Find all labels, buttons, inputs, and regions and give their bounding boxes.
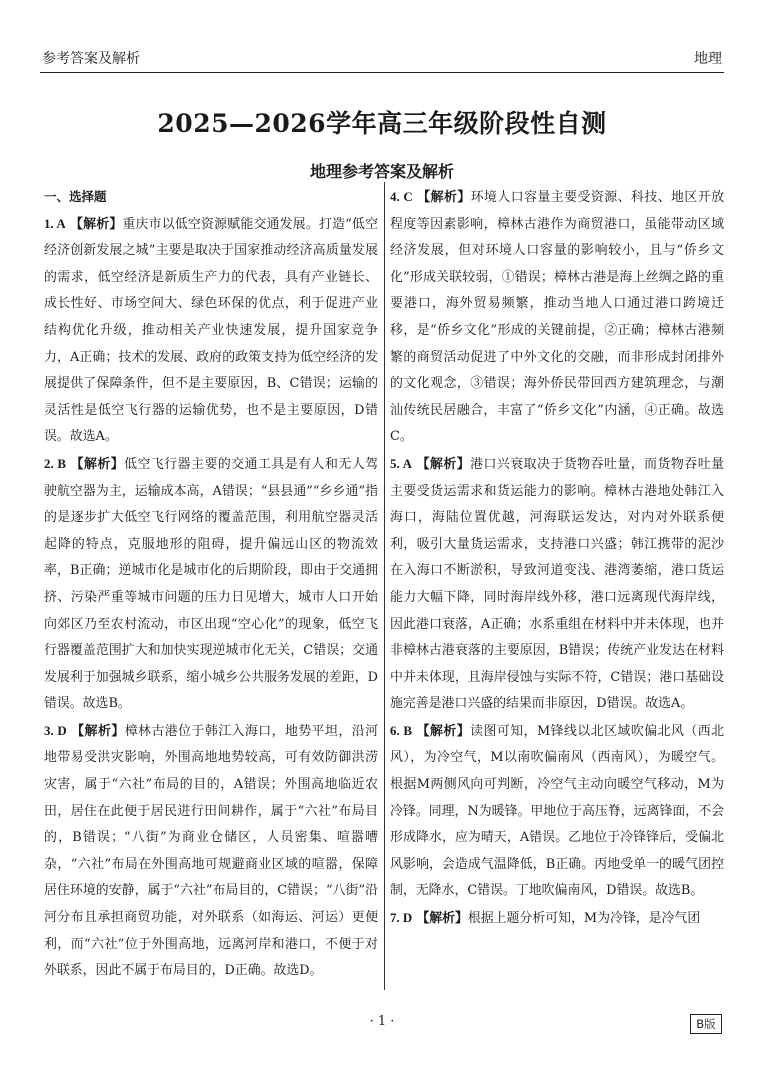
answer-number: 5. A — [390, 456, 412, 471]
answer-text: 读图可知，M锋线以北区域吹偏北风（西北风），为冷空气，M以南吹偏南风（西南风），为暖空气。根据M两侧风向可判断，冷空气主动向暖空气移动，M为冷锋。同理，N为暖锋。甲地位于高压脊，远离锋面，不会形成降水，应为晴天，A错误。乙地位于冷锋锋后，受偏北风影响，会造成气温降低，B正确。丙地受单一的暖气团控制，无降水，C错误。丁地吹偏南风，D错误。故选B。 — [390, 723, 725, 899]
header-left-label: 参考答案及解析 — [42, 51, 140, 67]
page-number: · 1 · — [369, 1014, 395, 1029]
answer-text: 港口兴衰取决于货物吞吐量，而货物吞吐量主要受货运需求和货运能力的影响。樟林古港地处韩江入海口，海陆位置优越，河海联运发达，对内对外联系便利，吸引大量货运需求，支持港口兴盛；韩江携带的泥沙在入海口不断淤积，导致河道变浅、港湾萎缩，港口货运能力大幅下降，同时海岸线外移，港口远离现代海岸线，因此港口衰落，A正确；水系重组在材料中并未体现，也并非樟林古港衰落的主要原因，B错误；传统产业发达在材料中并未体现，且海岸侵蚀与实际不符，C错误；港口基础设施完善是港口兴盛的结果而非原因，D错误。故选A。 — [390, 456, 724, 712]
answer-text: 环境人口容量主要受资源、科技、地区开放程度等因素影响，樟林古港作为商贸港口，虽能带动区域经济发展，但对环境人口容量的影响较小，且与“侨乡文化”形成关联较弱，①错误；樟林古港是海上丝绸之路的重要港口，海外贸易频繁，推动当地人口通过港口跨境迁移，是“侨乡文化”形成的关键前提，②正确；樟林古港频繁的商贸活动促进了中外文化的交融，而非形成封闭排外的文化观念，③错误；海外侨民带回西方建筑理念，与潮汕传统民居融合，丰富了“侨乡文化”内涵，④正确。故选C。 — [390, 190, 725, 445]
answer-text: 低空飞行器主要的交通工具是有人和无人驾驶航空器为主，运输成本高，A错误；“县县通”“乡乡通”指的是逐步扩大低空飞行网络的覆盖范围，利用航空器灵活起降的特点，克服地形的阻碍，提升偏远山区的物流效率，B正确；逆城市化是城市化的后期阶段，即由于交通拥挤、污染严重等城市问题的压力日见增大，城市人口开始向郊区乃至农村流动，市区出现“空心化”的现象，低空飞行器覆盖范围扩大和加快实现逆城市化无关，C错误；交通发展利于加强城乡联系，缩小城乡公共服务发展的差距，D错误。故选B。 — [44, 456, 378, 712]
analysis-tag: 【解析】 — [416, 456, 471, 472]
column-divider — [384, 182, 385, 990]
answer-item-1 — [44, 211, 378, 451]
left-column — [44, 184, 378, 985]
version-badge: B版 — [690, 1014, 722, 1034]
answer-number: 2. B — [44, 456, 66, 471]
analysis-tag: 【解析】 — [416, 911, 468, 927]
answer-number: 4. C — [390, 190, 413, 204]
answer-text: 重庆市以低空资源赋能交通发展。打造“低空经济创新发展之城”主要是取决于国家推动经济高质量发展的需求，低空经济是新质生产力的代表，具有产业链长、成长性好、市场空间大、绿色环保的优点，利于促进产业结构优化升级，推动相关产业快速发展，提升国家竞争力，A正确；技术的发展、政府的政策支持为低空经济的发展提供了保障条件，但不是主要原因，B、C错误；运输的灵活性是低空飞行器的运输优势，也不是主要原因，D错误。故选A。 — [44, 216, 378, 445]
answer-number: 3. D — [44, 723, 67, 738]
header-subject-label: 地理 — [694, 51, 722, 67]
answer-item-5 — [390, 451, 724, 718]
answer-text: 根据上题分析可知，M为冷锋，是冷气团 — [467, 911, 701, 927]
answer-number: 6. B — [390, 723, 412, 738]
analysis-tag: 【解析】 — [70, 456, 125, 472]
answer-item-3 — [44, 718, 378, 985]
page-title: 2025—2026学年高三年级阶段性自测 — [157, 109, 607, 138]
header-rule — [40, 72, 724, 73]
analysis-tag: 【解析】 — [71, 723, 125, 739]
answer-number: 7. D — [390, 911, 413, 926]
analysis-tag: 【解析】 — [417, 190, 471, 205]
answer-item-7 — [390, 905, 724, 933]
answer-item-4 — [390, 184, 724, 451]
answer-text: 樟林古港位于韩江入海口，地势平坦，沿河地带易受洪灾影响，外围高地地势较高，可有效防御洪涝灾害，属于“六社”布局的目的，A错误；外围高地临近农田，居住在此便于居民进行田间耕作，属于“六社”布局目的，B错误；“八街”为商业仓储区，人员密集、喧嚣嘈杂，“六社”布局在外围高地可规避商业区域的喧嚣，保障居住环境的安静，属于“六社”布局目的，C错误；“八街”沿河分布且承担商贸功能，对外联系（如海运、河运）更便利，而“六社”位于外围高地，远离河岸和港口，不便于对外联系，因此不属于布局目的，D正确。故选D。 — [44, 723, 379, 979]
page-header — [40, 46, 724, 74]
answer-item-2 — [44, 451, 378, 718]
analysis-tag: 【解析】 — [70, 216, 123, 232]
answer-number: 1. A — [44, 216, 66, 231]
analysis-tag: 【解析】 — [416, 723, 471, 739]
page-subtitle: 地理参考答案及解析 — [309, 162, 454, 181]
right-column — [390, 184, 724, 933]
answer-item-6 — [390, 718, 724, 905]
section-heading: 一、选择题 — [44, 189, 107, 204]
